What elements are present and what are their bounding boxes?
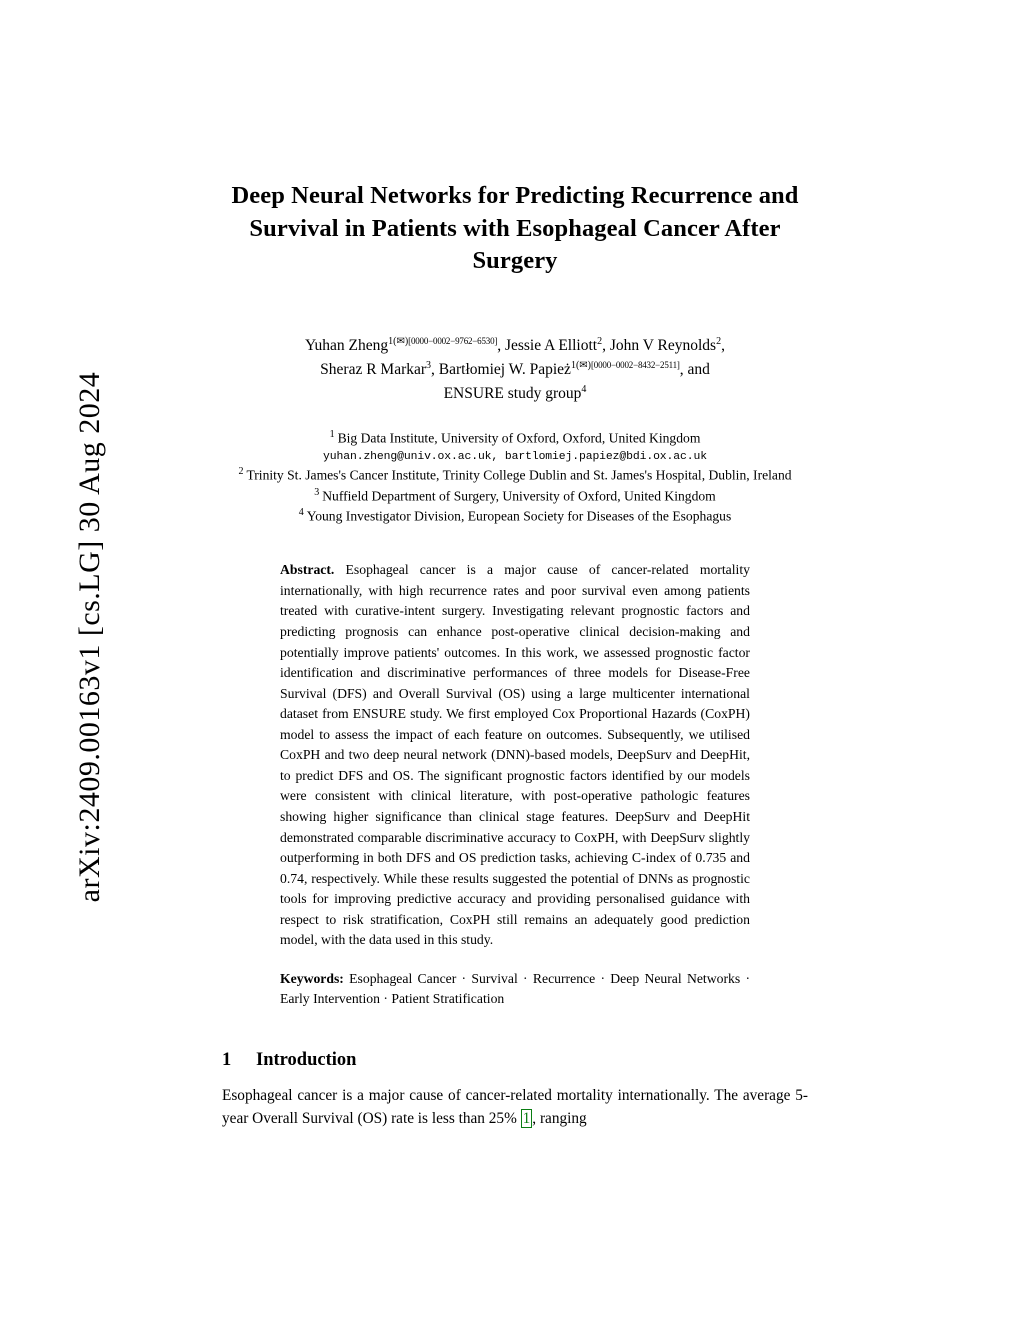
paper-page bbox=[222, 0, 808, 1325]
author-name-sheraz-markar: Sheraz R Markar bbox=[320, 361, 427, 379]
author-affil-ref: 4 bbox=[581, 384, 587, 396]
affiliation-item bbox=[222, 428, 808, 448]
author-name-yuhan-zheng: Yuhan Zheng bbox=[305, 336, 389, 354]
author-line-2 bbox=[222, 358, 808, 382]
author-line-1 bbox=[222, 334, 808, 358]
affiliation-number: 2 bbox=[238, 466, 244, 478]
section-number: 1 bbox=[222, 1049, 232, 1070]
author-name-ensure-group: ENSURE study group bbox=[443, 385, 582, 403]
envelope-icon: (✉) bbox=[393, 335, 409, 347]
affiliation-item bbox=[222, 506, 808, 526]
abstract-text: Esophageal cancer is a major cause of cancer-related mortality internationally, with high recurrence rates and poor survival even among patients treated with curative-intent surgery. Investigating relevant prognostic factors and predicting prognosis can enhance post-operative clinical decision-making and potentially improve patients' outcomes. In this work, we assessed prognostic factor identification and discriminative performances of three models for Disease-Free Survival (DFS) and Overall Survival (OS) using a large multicenter international dataset from ENSURE study. We first employed Cox Proportional Hazards (CoxPH) model to assess the impact of each feature on outcomes. Subsequently, we utilised CoxPH and two deep neural network (DNN)-based models, DeepSurv and DeepHit, to predict DFS and OS. The significant prognostic factors identified by our models were consistent with clinical literature, with post-operative pathologic features showing higher significance than clinical stage features. DeepSurv and DeepHit demonstrated comparable discriminative accuracy to CoxPH, with DeepSurv slightly outperforming in both DFS and OS prediction tasks, achieving C-index of 0.735 and 0.74, respectively. While these results suggested the potential of DNNs as prognostic tools for improving predictive accuracy and providing personalised guidance with respect to risk stratification, CoxPH still remains an adequately good prediction model, with the data used in this study. bbox=[280, 562, 750, 948]
affiliation-number: 3 bbox=[314, 486, 320, 498]
citation-link[interactable]: 1 bbox=[522, 1109, 531, 1127]
affiliation-text: Big Data Institute, University of Oxford, Oxford, United Kingdom bbox=[337, 430, 701, 446]
keywords-section bbox=[280, 969, 750, 1010]
author-name-jessie-elliott: , Jessie A Elliott bbox=[497, 336, 598, 354]
introduction-paragraph bbox=[222, 1085, 808, 1131]
affiliation-number: 1 bbox=[329, 429, 335, 441]
affiliation-item bbox=[222, 486, 808, 506]
orcid-id: [0000−0002−8432−2511] bbox=[591, 359, 680, 370]
affiliation-text: Nuffield Department of Surgery, University of Oxford, United Kingdom bbox=[322, 488, 716, 504]
keywords-text: Esophageal Cancer · Survival · Recurrence · Deep Neural Networks · Early Intervention · Patient Stratification bbox=[280, 970, 751, 1007]
author-name-john-reynolds: , John V Reynolds bbox=[602, 336, 717, 354]
author-list bbox=[222, 334, 808, 407]
author-affil-ref: 1 bbox=[570, 359, 576, 371]
affiliation-text: Young Investigator Division, European Society for Diseases of the Esophagus bbox=[306, 508, 732, 524]
abstract-section bbox=[280, 560, 750, 950]
page-title: Deep Neural Networks for Predicting Recurrence and Survival in Patients with Esophageal Cancer After Surgery bbox=[231, 182, 799, 275]
arxiv-stamp: arXiv:2409.00163v1 [cs.LG] 30 Aug 2024 bbox=[73, 371, 106, 903]
author-line-tail: , and bbox=[679, 361, 710, 379]
affiliation-item bbox=[222, 465, 808, 485]
affiliation-number: 4 bbox=[298, 507, 304, 519]
author-affil-ref: 2 bbox=[716, 335, 722, 347]
author-line-tail: , bbox=[721, 336, 725, 354]
author-name-bartlomiej-papiez: , Bartłomiej W. Papież bbox=[431, 361, 571, 379]
abstract-label: Abstract. bbox=[280, 562, 335, 578]
keywords-label: Keywords: bbox=[280, 970, 344, 986]
author-affil-ref: 3 bbox=[426, 359, 432, 371]
orcid-id: [0000−0002−9762−6530] bbox=[408, 335, 498, 346]
intro-text-part1: Esophageal cancer is a major cause of cancer-related mortality internationally. The average 5-year Overall Survival (OS) rate is less than 25% bbox=[222, 1086, 808, 1127]
author-affil-ref: 2 bbox=[597, 335, 603, 347]
author-affil-ref: 1 bbox=[388, 335, 394, 347]
affiliation-text: Trinity St. James's Cancer Institute, Trinity College Dublin and St. James's Hospital, Dublin, Ireland bbox=[246, 467, 792, 483]
author-line-3 bbox=[222, 382, 808, 406]
envelope-icon: (✉) bbox=[575, 359, 591, 371]
section-title: Introduction bbox=[256, 1049, 357, 1070]
affiliation-list bbox=[222, 428, 808, 526]
section-heading-introduction bbox=[222, 1050, 808, 1071]
author-emails: yuhan.zheng@univ.ox.ac.uk, bartlomiej.papiez@bdi.ox.ac.uk bbox=[323, 450, 707, 463]
intro-text-part2: , ranging bbox=[532, 1109, 587, 1127]
